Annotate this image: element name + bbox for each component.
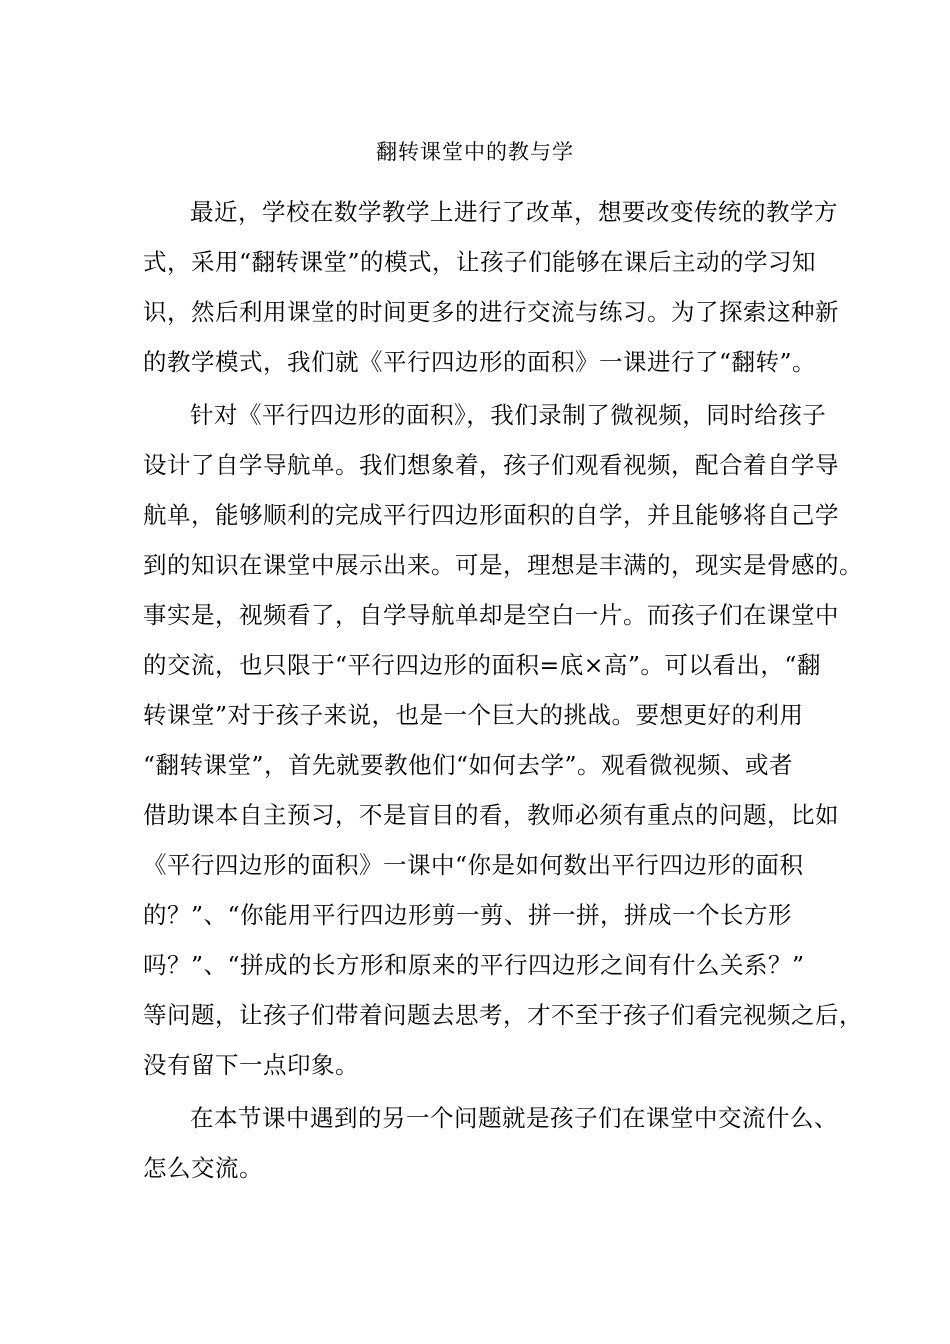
text-line: 到的知识在课堂中展示出来。可是，理想是丰满的，现实是骨感的。 (143, 551, 863, 579)
text-line: 设计了自学导航单。我们想象着，孩子们观看视频，配合着自学导 (143, 451, 839, 479)
text-line: 针对《平行四边形的面积》，我们录制了微视频，同时给孩子 (190, 401, 827, 429)
text-line: 的教学模式，我们就《平行四边形的面积》一课进行了“翻转”。 (143, 348, 817, 376)
text-line: 转课堂”对于孩子来说，也是一个巨大的挑战。要想更好的利用 (143, 701, 804, 729)
paragraph-3 (143, 1093, 838, 1193)
text-line: 的？”、“你能用平行四边形剪一剪、拼一拼，拼成一个长方形 (143, 901, 793, 929)
text-line: 《平行四边形的面积》一课中“你是如何数出平行四边形的面积 (143, 851, 804, 879)
text-line: 吗？”、“拼成的长方形和原来的平行四边形之间有什么关系？” (143, 951, 805, 979)
text-line: 事实是，视频看了，自学导航单却是空白一片。而孩子们在课堂中 (143, 601, 839, 629)
text-line: 在本节课中遇到的另一个问题就是孩子们在课堂中交流什么、 (190, 1104, 838, 1132)
text-line: 式，采用“翻转课堂”的模式，让孩子们能够在课后主动的学习知 (143, 248, 817, 276)
text-line: 没有留下一点印象。 (143, 1051, 359, 1079)
text-line: 借助课本自主预习，不是盲目的看，教师必须有重点的问题，比如 (143, 801, 839, 829)
text-line: 航单，能够顺利的完成平行四边形面积的自学，并且能够将自己学 (143, 501, 839, 529)
text-line: 怎么交流。 (143, 1154, 263, 1182)
text-line: 最近，学校在数学教学上进行了改革，想要改变传统的教学方 (190, 198, 838, 226)
paragraph-2 (143, 390, 863, 1090)
text-line: 等问题，让孩子们带着问题去思考，才不至于孩子们看完视频之后， (143, 1001, 863, 1029)
paragraph-1 (143, 187, 839, 387)
text-line: 的交流，也只限于“平行四边形的面积=底×高”。可以看出，“翻 (143, 651, 821, 679)
text-line: “翻转课堂”，首先就要教他们“如何去学”。观看微视频、或者 (143, 751, 794, 779)
document-title: 翻转课堂中的教与学 (376, 140, 574, 164)
text-line: 识，然后利用课堂的时间更多的进行交流与练习。为了探索这种新 (143, 298, 839, 326)
